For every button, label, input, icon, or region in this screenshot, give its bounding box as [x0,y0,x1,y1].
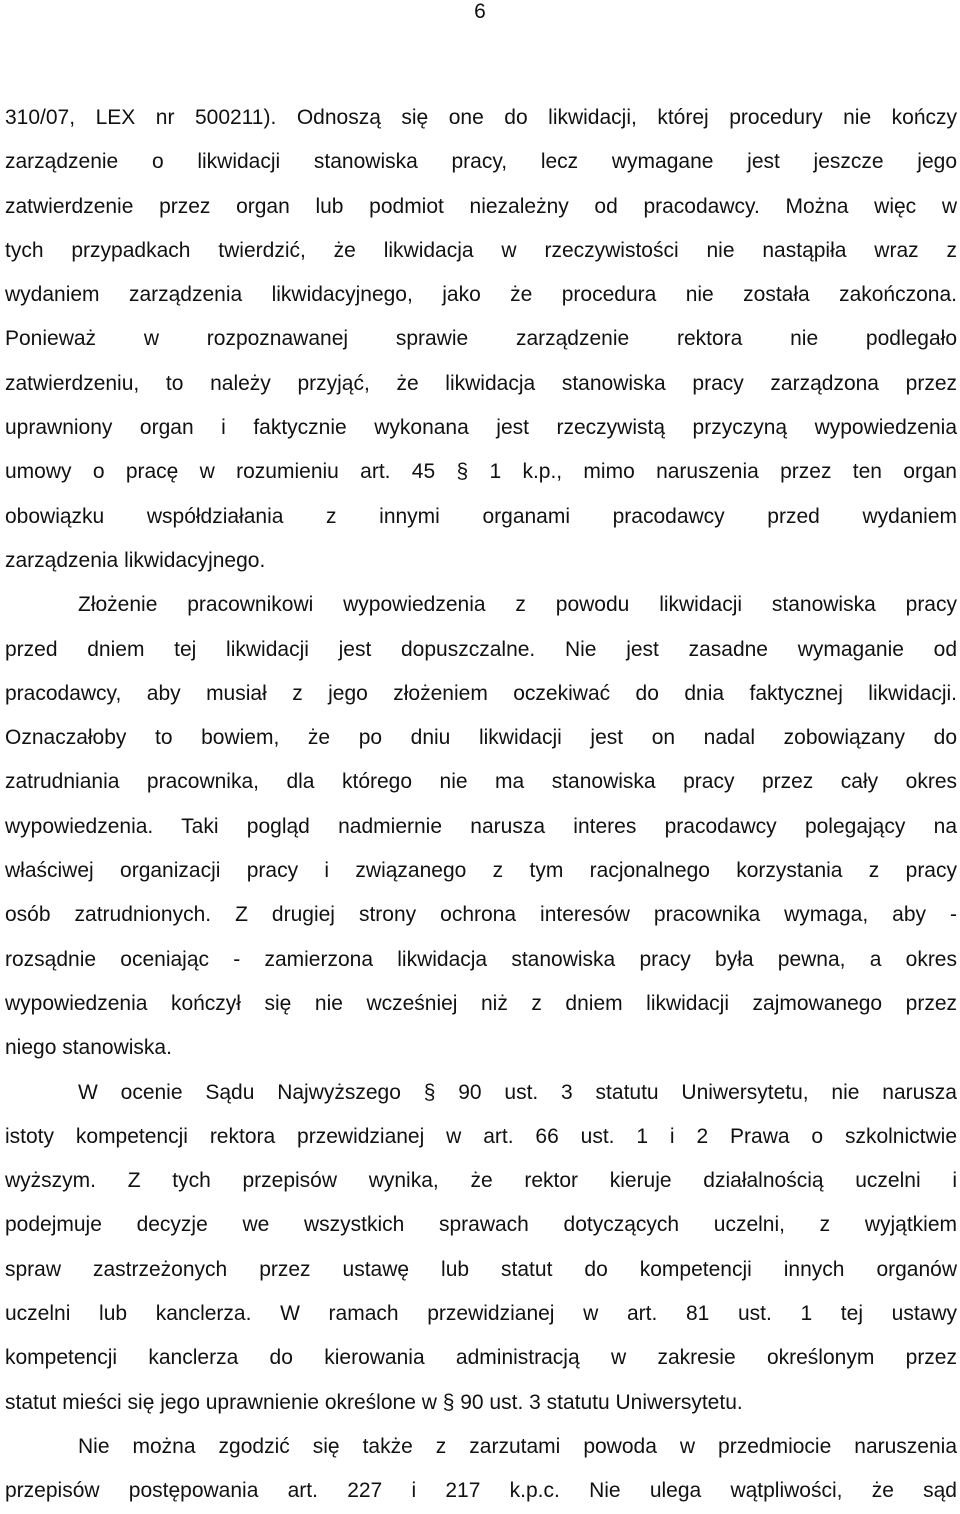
text-line: uczelni lub kanclerza. W ramach przewidzianej w art. 81 ust. 1 tej ustawy [5,1302,957,1326]
text-line: kompetencji kanclerza do kierowania administracją w zakresie określonym przez [5,1346,957,1370]
text-line: podejmuje decyzje we wszystkich sprawach dotyczących uczelni, z wyjątkiem [5,1213,957,1237]
text-line: wyższym. Z tych przepisów wynika, że rektor kieruje działalnością uczelni i [5,1169,957,1193]
page-number: 6 [474,0,486,23]
text-line: Ponieważ w rozpoznawanej sprawie zarządzenie rektora nie podlegało [5,327,957,351]
text-line: zarządzenia likwidacyjnego. [5,548,266,572]
text-line: istoty kompetencji rektora przewidzianej w art. 66 ust. 1 i 2 Prawa o szkolnictwie [5,1124,957,1148]
text-line: spraw zastrzeżonych przez ustawę lub statut do kompetencji innych organów [5,1257,957,1281]
text-line: wydaniem zarządzenia likwidacyjnego, jako że procedura nie została zakończona. [5,283,957,307]
text-line: wypowiedzenia. Taki pogląd nadmiernie narusza interes pracodawcy polegający na [5,814,957,838]
text-line: osób zatrudnionych. Z drugiej strony ochrona interesów pracownika wymaga, aby - [5,903,957,927]
text-line: niego stanowiska. [5,1036,172,1060]
text-line: przed dniem tej likwidacji jest dopuszczalne. Nie jest zasadne wymaganie od [5,637,957,661]
text-line: Nie można zgodzić się także z zarzutami powoda w przedmiocie naruszenia [78,1434,957,1458]
text-line: Złożenie pracownikowi wypowiedzenia z powodu likwidacji stanowiska pracy [78,593,957,617]
text-line: tych przypadkach twierdzić, że likwidacja w rzeczywistości nie nastąpiła wraz z [5,238,957,262]
document-body [5,96,957,1514]
text-line: pracodawcy, aby musiał z jego złożeniem oczekiwać do dnia faktycznej likwidacji. [5,681,957,705]
text-line: zatwierdzenie przez organ lub podmiot niezależny od pracodawcy. Można więc w [5,194,957,218]
text-line: przepisów postępowania art. 227 i 217 k.p.c. Nie ulega wątpliwości, że sąd [5,1479,957,1503]
text-line: umowy o pracę w rozumieniu art. 45 § 1 k.p., mimo naruszenia przez ten organ [5,460,957,484]
text-line: zatwierdzeniu, to należy przyjąć, że likwidacja stanowiska pracy zarządzona przez [5,371,957,395]
text-line: wypowiedzenia kończył się nie wcześniej niż z dniem likwidacji zajmowanego przez [5,991,957,1015]
text-line: statut mieści się jego uprawnienie określone w § 90 ust. 3 statutu Uniwersytetu. [5,1390,743,1414]
text-line: W ocenie Sądu Najwyższego § 90 ust. 3 statutu Uniwersytetu, nie narusza [78,1080,957,1104]
text-line: 310/07, LEX nr 500211). Odnoszą się one do likwidacji, której procedury nie kończy [5,106,957,129]
text-line: obowiązku współdziałania z innymi organami pracodawcy przed wydaniem [5,504,957,528]
text-line: właściwej organizacji pracy i związanego z tym racjonalnego korzystania z pracy [5,859,957,883]
text-line: rozsądnie oceniając - zamierzona likwidacja stanowiska pracy była pewna, a okres [5,947,957,971]
text-line: uprawniony organ i faktycznie wykonana jest rzeczywistą przyczyną wypowiedzenia [5,416,957,440]
text-line: Oznaczałoby to bowiem, że po dniu likwidacji jest on nadal zobowiązany do [5,726,957,750]
text-line: zatrudniania pracownika, dla którego nie ma stanowiska pracy przez cały okres [5,770,957,794]
text-line: zarządzenie o likwidacji stanowiska pracy, lecz wymagane jest jeszcze jego [5,150,957,174]
